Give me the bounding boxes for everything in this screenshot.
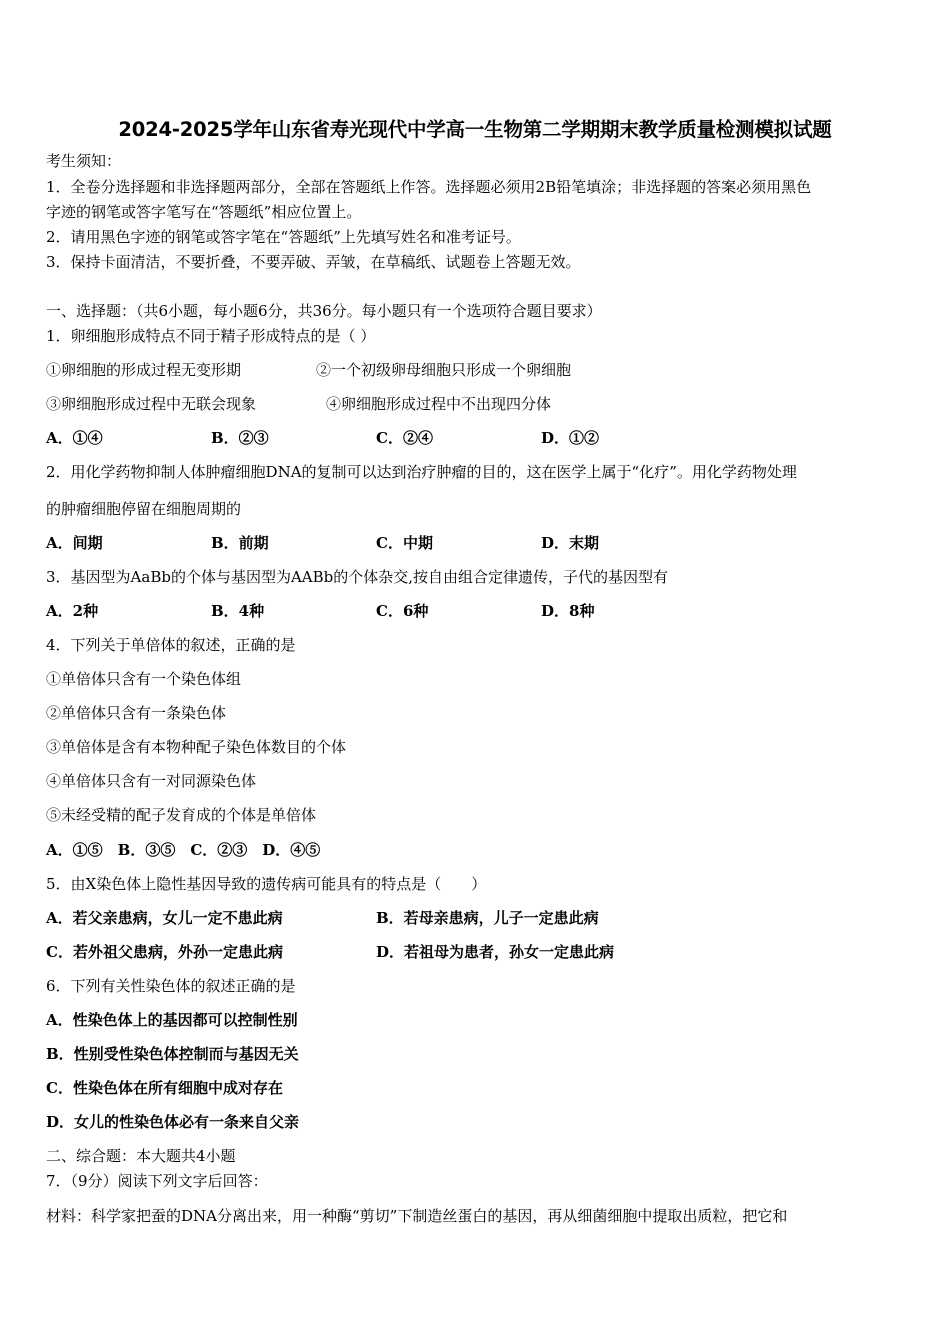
q5-stem: 5．由X染色体上隐性基因导致的遗传病可能具有的特点是（ ） bbox=[46, 875, 487, 893]
q4-statement-4: ④单倍体只含有一对同源染色体 bbox=[46, 772, 257, 790]
q2-option-b[interactable]: B．前期 bbox=[211, 534, 269, 552]
q2-option-c[interactable]: C．中期 bbox=[376, 534, 433, 552]
section-2-heading: 二、综合题：本大题共4小题 bbox=[46, 1147, 236, 1165]
q2-option-d[interactable]: D．末期 bbox=[541, 534, 600, 552]
notice-item-1-cont: 字迹的钢笔或答字笔写在“答题纸”相应位置上。 bbox=[46, 203, 362, 221]
q4-statement-3: ③单倍体是含有本物种配子染色体数目的个体 bbox=[46, 738, 347, 756]
q4-stem: 4．下列关于单倍体的叙述，正确的是 bbox=[46, 636, 296, 654]
notice-heading: 考生须知： bbox=[46, 152, 122, 170]
notice-item-3: 3．保持卡面清洁，不要折叠，不要弄破、弄皱，在草稿纸、试题卷上答题无效。 bbox=[46, 253, 581, 271]
q5-option-d[interactable]: D．若祖母为患者，孙女一定患此病 bbox=[376, 943, 615, 961]
q1-statement-2: ②一个初级卵母细胞只形成一个卵细胞 bbox=[316, 361, 572, 379]
q5-option-a[interactable]: A．若父亲患病，女儿一定不患此病 bbox=[46, 909, 283, 927]
q7-stem: 7．（9分）阅读下列文字后回答： bbox=[46, 1172, 268, 1190]
q6-option-b[interactable]: B．性别受性染色体控制而与基因无关 bbox=[46, 1045, 299, 1063]
q5-option-b[interactable]: B．若母亲患病，儿子一定患此病 bbox=[376, 909, 599, 927]
q3-option-a[interactable]: A．2种 bbox=[46, 602, 99, 620]
q3-stem: 3．基因型为AaBb的个体与基因型为AABb的个体杂交,按自由组合定律遗传，子代的基因型有 bbox=[46, 568, 669, 586]
q3-option-d[interactable]: D．8种 bbox=[541, 602, 595, 620]
q1-statement-4: ④卵细胞形成过程中不出现四分体 bbox=[326, 395, 552, 413]
q1-option-c[interactable]: C．②④ bbox=[376, 429, 433, 447]
q1-option-d[interactable]: D．①② bbox=[541, 429, 600, 447]
q6-stem: 6．下列有关性染色体的叙述正确的是 bbox=[46, 977, 296, 995]
q1-statement-3: ③卵细胞形成过程中无联会现象 bbox=[46, 395, 257, 413]
q6-option-c[interactable]: C．性染色体在所有细胞中成对存在 bbox=[46, 1079, 283, 1097]
q6-option-a[interactable]: A．性染色体上的基因都可以控制性别 bbox=[46, 1011, 298, 1029]
q4-statement-2: ②单倍体只含有一条染色体 bbox=[46, 704, 227, 722]
q1-statement-1: ①卵细胞的形成过程无变形期 bbox=[46, 361, 242, 379]
notice-item-1: 1．全卷分选择题和非选择题两部分，全部在答题纸上作答。选择题必须用2B铅笔填涂；非选择题的答案必须用黑色 bbox=[46, 178, 812, 196]
q1-stem: 1．卵细胞形成特点不同于精子形成特点的是（ ） bbox=[46, 327, 376, 345]
q2-stem-line-2: 的肿瘤细胞停留在细胞周期的 bbox=[46, 500, 242, 518]
q3-option-c[interactable]: C．6种 bbox=[376, 602, 429, 620]
q4-options[interactable]: A．①⑤ B．③⑤ C．②③ D．④⑤ bbox=[46, 841, 321, 859]
q2-stem-line-1: 2．用化学药物抑制人体肿瘤细胞DNA的复制可以达到治疗肿瘤的目的，这在医学上属于“化疗”。用化学药物处理 bbox=[46, 463, 797, 481]
q6-option-d[interactable]: D．女儿的性染色体必有一条来自父亲 bbox=[46, 1113, 300, 1131]
q1-option-a[interactable]: A．①④ bbox=[46, 429, 103, 447]
notice-item-2: 2．请用黑色字迹的钢笔或答字笔在“答题纸”上先填写姓名和准考证号。 bbox=[46, 228, 521, 246]
section-1-heading: 一、选择题：（共6小题，每小题6分，共36分。每小题只有一个选项符合题目要求） bbox=[46, 302, 602, 320]
exam-title: 2024-2025学年山东省寿光现代中学高一生物第二学期期末教学质量检测模拟试题 bbox=[118, 118, 832, 141]
q3-option-b[interactable]: B．4种 bbox=[211, 602, 265, 620]
q4-statement-5: ⑤未经受精的配子发育成的个体是单倍体 bbox=[46, 806, 317, 824]
q7-material: 材料：科学家把蚕的DNA分离出来，用一种酶“剪切”下制造丝蛋白的基因，再从细菌细胞中提取出质粒，把它和 bbox=[46, 1207, 788, 1225]
q2-option-a[interactable]: A．间期 bbox=[46, 534, 103, 552]
q5-option-c[interactable]: C．若外祖父患病，外孙一定患此病 bbox=[46, 943, 283, 961]
q1-option-b[interactable]: B．②③ bbox=[211, 429, 269, 447]
q4-statement-1: ①单倍体只含有一个染色体组 bbox=[46, 670, 242, 688]
